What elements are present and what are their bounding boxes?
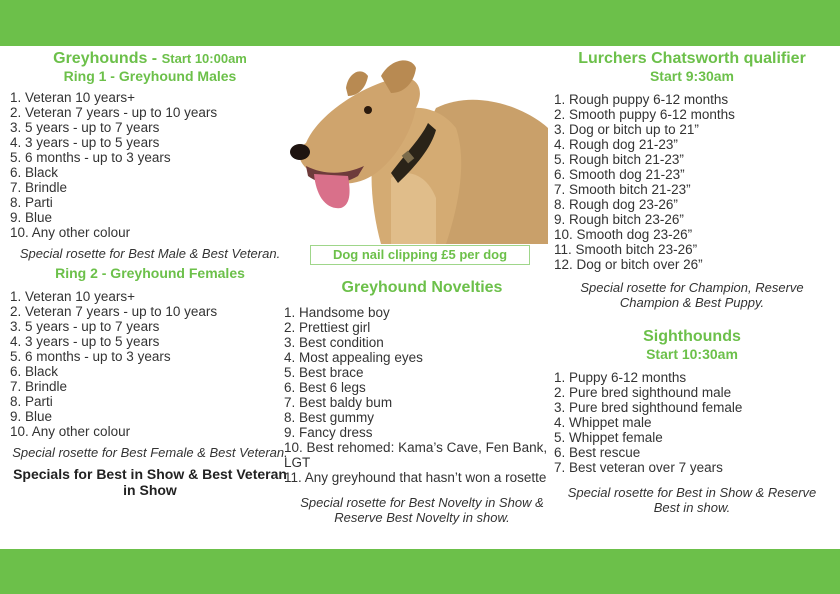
dog-tongue (314, 174, 350, 208)
list-item: 5. Rough bitch 21-23” (554, 152, 684, 167)
lurchers-start-time: Start 9:30am (649, 68, 735, 84)
ring2-rosette-note: Special rosette for Best Female & Best Veteran. (12, 445, 288, 460)
list-item: 8. Parti (10, 394, 53, 409)
dog-eye (364, 106, 372, 114)
list-item: 2. Pure bred sighthound male (554, 385, 732, 400)
list-item: 9. Blue (10, 409, 53, 424)
list-item: 4. 3 years - up to 5 years (10, 135, 160, 150)
list-item: 1. Veteran 10 years+ (10, 90, 135, 105)
list-item: 9. Blue (10, 210, 53, 225)
novelties-rosette-note: Special rosette for Best Novelty in Show & Reserve Best Novelty in show. (300, 495, 544, 525)
list-item: 4. 3 years - up to 5 years (10, 334, 160, 349)
bottom-green-band (0, 549, 840, 594)
list-item: 5. Whippet female (554, 430, 663, 445)
list-item: 3. 5 years - up to 7 years (10, 319, 160, 334)
list-item: 9. Rough bitch 23-26” (554, 212, 684, 227)
greyhounds-column (10, 48, 290, 498)
greyhound-photo (286, 48, 548, 244)
sighthounds-title: Sighthounds (643, 328, 741, 345)
novelties-column (284, 279, 560, 525)
list-item: 11. Any greyhound that hasn’t won a rosette (284, 470, 547, 485)
list-item: 7. Smooth bitch 21-23” (554, 182, 691, 197)
list-item: 5. 6 months - up to 3 years (10, 349, 171, 364)
lurchers-rosette-note: Special rosette for Champion, Reserve Champion & Best Puppy. (580, 280, 804, 310)
list-item: 10. Any other colour (10, 225, 131, 240)
list-item: 7. Brindle (10, 379, 68, 394)
greyhounds-heading (10, 50, 290, 68)
list-item: 2. Prettiest girl (284, 320, 371, 335)
novelties-list (284, 305, 560, 485)
list-item: 3. Dog or bitch up to 21” (554, 122, 699, 137)
list-item: 1. Veteran 10 years+ (10, 289, 135, 304)
list-item: 2. Veteran 7 years - up to 10 years (10, 304, 218, 319)
list-item: 4. Whippet male (554, 415, 652, 430)
list-item: 6. Best 6 legs (284, 380, 366, 395)
list-item: 10. Best rehomed: Kama’s Cave, Fen Bank, LGT (284, 440, 548, 470)
list-item: 10. Any other colour (10, 424, 131, 439)
lurchers-column (554, 48, 830, 515)
list-item: 5. 6 months - up to 3 years (10, 150, 171, 165)
greyhounds-heading-text: Greyhounds - (53, 50, 158, 67)
list-item: 4. Rough dog 21-23” (554, 137, 678, 152)
ring2-list (10, 289, 290, 439)
list-item: 8. Rough dog 23-26” (554, 197, 678, 212)
list-item: 2. Smooth puppy 6-12 months (554, 107, 735, 122)
list-item: 1. Rough puppy 6-12 months (554, 92, 729, 107)
nail-clipping-banner: Dog nail clipping £5 per dog (310, 245, 530, 265)
list-item: 7. Best baldy bum (284, 395, 393, 410)
list-item: 1. Puppy 6-12 months (554, 370, 687, 385)
list-item: 12. Dog or bitch over 26” (554, 257, 703, 272)
sighthounds-start-time: Start 10:30am (646, 346, 738, 362)
list-item: 10. Smooth dog 23-26” (554, 227, 693, 242)
list-item: 6. Smooth dog 21-23” (554, 167, 685, 182)
list-item: 6. Black (10, 364, 59, 379)
list-item: 7. Brindle (10, 180, 68, 195)
list-item: 11. Smooth bitch 23-26” (554, 242, 698, 257)
ring1-list (10, 90, 290, 240)
greyhounds-start-time: Start 10:00am (161, 51, 247, 66)
sighthounds-list (554, 370, 830, 475)
novelties-title: Greyhound Novelties (341, 279, 503, 296)
list-item: 4. Most appealing eyes (284, 350, 423, 365)
list-item: 1. Handsome boy (284, 305, 390, 320)
ring1-rosette-note: Special rosette for Best Male & Best Veteran. (19, 246, 281, 261)
list-item: 6. Black (10, 165, 59, 180)
list-item: 9. Fancy dress (284, 425, 373, 440)
ring1-title: Ring 1 - Greyhound Males (63, 68, 237, 84)
list-item: 3. Best condition (284, 335, 384, 350)
list-item: 6. Best rescue (554, 445, 641, 460)
list-item: 7. Best veteran over 7 years (554, 460, 723, 475)
list-item: 8. Parti (10, 195, 53, 210)
list-item: 3. 5 years - up to 7 years (10, 120, 160, 135)
specials-best-in-show: Specials for Best in Show & Best Veteran in Show (13, 466, 287, 498)
list-item: 2. Veteran 7 years - up to 10 years (10, 105, 218, 120)
lurchers-list (554, 92, 830, 272)
top-green-band (0, 0, 840, 46)
list-item: 3. Pure bred sighthound female (554, 400, 743, 415)
sighthounds-rosette-note: Special rosette for Best in Show & Reserve Best in show. (567, 485, 817, 515)
ring2-title: Ring 2 - Greyhound Females (55, 265, 245, 281)
list-item: 5. Best brace (284, 365, 364, 380)
list-item: 8. Best gummy (284, 410, 375, 425)
dog-nose (290, 144, 310, 160)
lurchers-title: Lurchers Chatsworth qualifier (578, 50, 806, 67)
